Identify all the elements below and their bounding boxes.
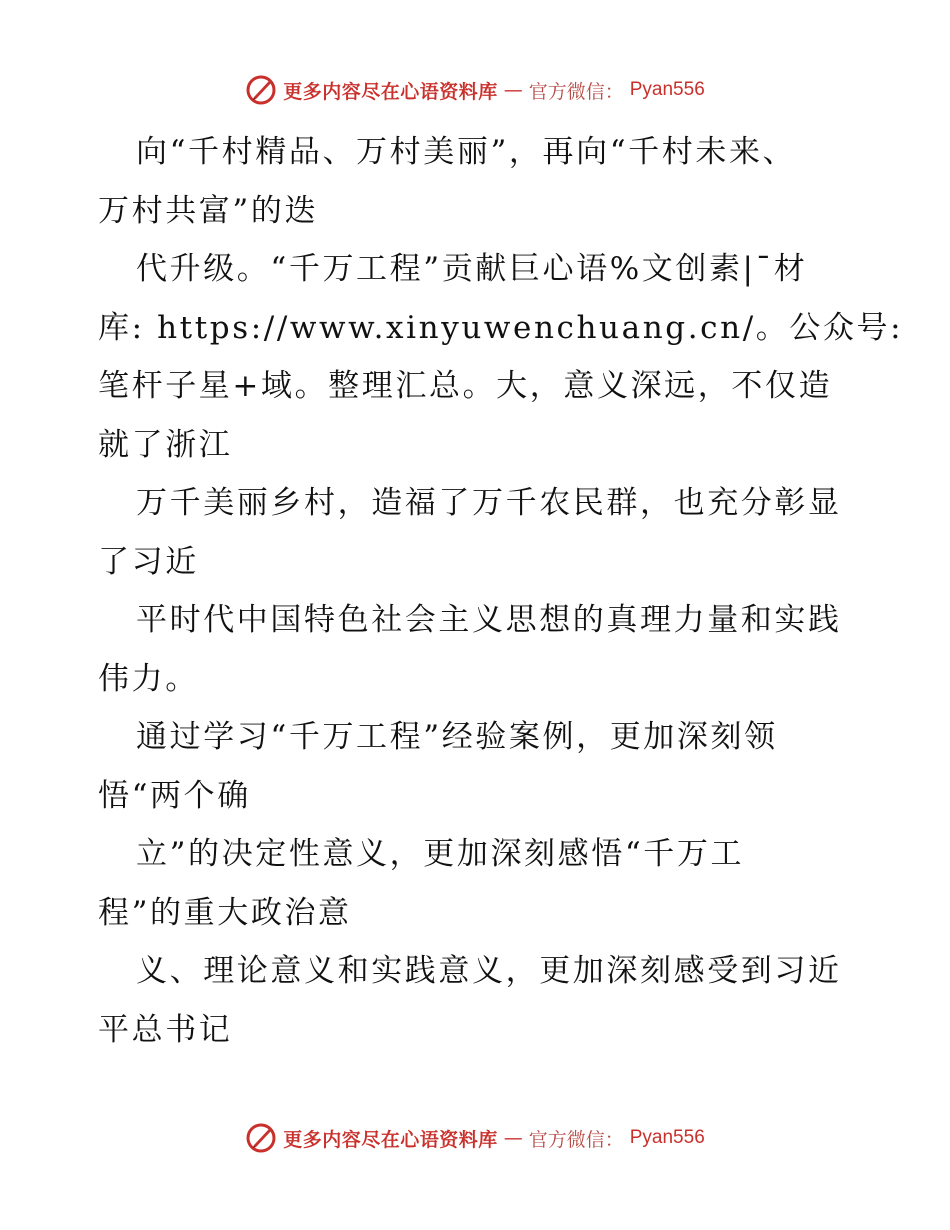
banner-official-label: 官方微信：: [528, 1128, 624, 1151]
banner-site-text: 更多内容尽在心语资料库: [283, 1128, 498, 1151]
text-line: 向“千村精品、万村美丽”，再向“千村未来、: [136, 134, 797, 170]
quill-seal-icon: [245, 74, 277, 106]
banner-wechat-id: Pyan556: [629, 79, 705, 100]
text-line: 笔杆子星+域。整理汇总。大，意义深远，不仅造: [98, 368, 833, 404]
text-line: 平总书记: [98, 1011, 233, 1048]
banner-official-label: 官方微信：: [528, 80, 624, 103]
header-banner: [0, 70, 950, 110]
text-line: 库: https://www.xinyuwenchuang.cn/。公众号:: [98, 309, 904, 346]
document-body: [98, 123, 904, 1059]
text-line: 立”的决定性意义，更加深刻感悟“千万工: [136, 836, 745, 872]
text-line: 平时代中国特色社会主义思想的真理力量和实践: [136, 602, 842, 638]
text-line: 万村共富”的迭: [98, 192, 319, 229]
text-line: 悟“两个确: [98, 777, 251, 814]
text-line: 义、理论意义和实践意义，更加深刻感受到习近: [136, 953, 842, 989]
text-line: 就了浙江: [98, 426, 233, 463]
text-line: 伟力。: [98, 660, 199, 697]
text-line: 万千美丽乡村，造福了万千农民群，也充分彰显: [136, 485, 842, 521]
banner-separator: —: [503, 79, 523, 101]
footer-banner: [0, 1118, 950, 1158]
banner-wechat-id: Pyan556: [629, 1127, 705, 1148]
text-line: 了习近: [98, 543, 199, 580]
text-line: 通过学习“千万工程”经验案例，更加深刻领: [136, 719, 778, 755]
banner-separator: —: [503, 1127, 523, 1149]
quill-seal-icon: [245, 1122, 277, 1154]
text-line: 程”的重大政治意: [98, 894, 352, 931]
text-line: 代升级。“千万工程”贡献巨心语%文创素|¯材: [136, 251, 808, 287]
banner-site-text: 更多内容尽在心语资料库: [283, 80, 498, 103]
